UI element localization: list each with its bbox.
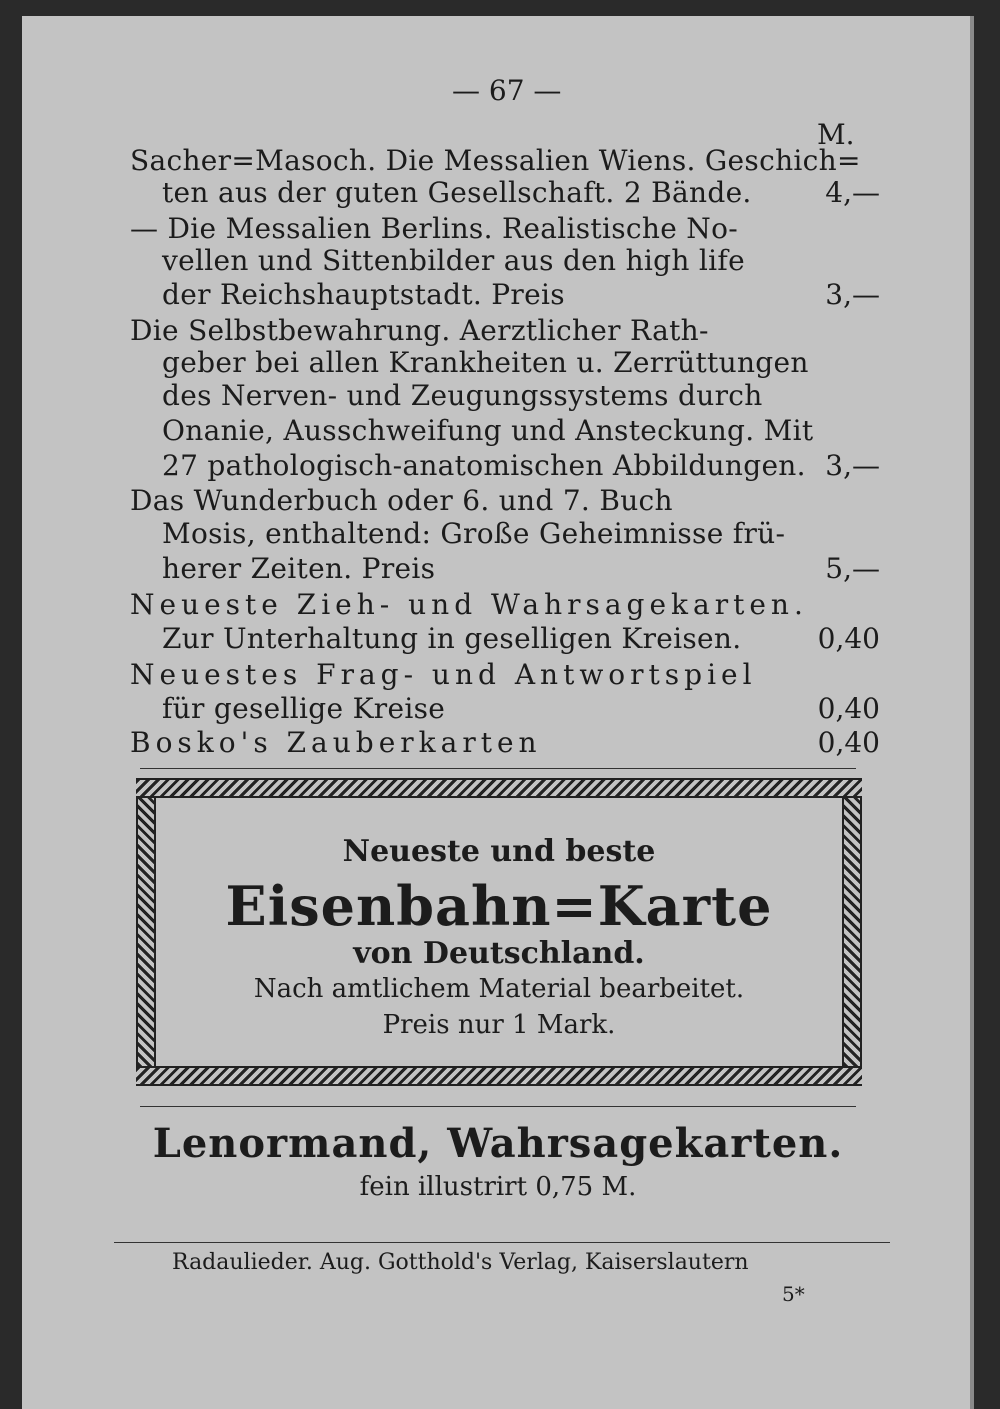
currency-header: M.	[817, 118, 855, 151]
entry-line: der Reichshauptstadt. Preis	[162, 278, 565, 311]
entry-price: 4,—	[825, 176, 880, 209]
entry-price: 0,40	[817, 726, 880, 759]
entry-line: Mosis, enthaltend: Große Geheimnisse frü-	[162, 517, 786, 550]
entry-price: 5,—	[825, 552, 880, 585]
entry-line: 27 pathologisch-anatomischen Abbildungen.	[162, 449, 806, 482]
entry-line: Bosko's Zauberkarten	[130, 726, 542, 759]
entry-price: 3,—	[825, 449, 880, 482]
signature-mark: 5*	[782, 1282, 805, 1306]
footer-rule	[114, 1242, 890, 1243]
ad-description: Nach amtlichem Material bearbeitet.	[253, 974, 745, 1004]
entry-line: geber bei allen Krankheiten u. Zerrüttungen	[162, 346, 809, 379]
ad-title: Eisenbahn=Karte	[225, 874, 773, 938]
divider-rule	[140, 768, 856, 769]
entry-line: Zur Unterhaltung in geselligen Kreisen.	[162, 622, 742, 655]
entry-line: Neuestes Frag- und Antwortspiel	[130, 658, 757, 691]
footer-imprint: Radaulieder. Aug. Gotthold's Verlag, Kaiserslautern	[172, 1250, 749, 1275]
ornamental-border-bottom	[136, 1066, 862, 1086]
entry-line: vellen und Sittenbilder aus den high life	[162, 244, 745, 277]
page-number: — 67 —	[452, 74, 562, 107]
entry-line: herer Zeiten. Preis	[162, 552, 436, 585]
lenormand-subtitle: fein illustrirt 0,75 M.	[359, 1172, 637, 1202]
lenormand-title: Lenormand, Wahrsagekarten.	[152, 1120, 844, 1167]
entry-line: des Nerven- und Zeugungssystems durch	[162, 379, 763, 412]
entry-line: Die Selbstbewahrung. Aerztlicher Rath-	[130, 314, 709, 347]
entry-line: Onanie, Ausschweifung und Ansteckung. Mit	[162, 414, 814, 447]
entry-price: 3,—	[825, 278, 880, 311]
entry-line: ten aus der guten Gesellschaft. 2 Bände.	[162, 176, 752, 209]
entry-line: — Die Messalien Berlins. Realistische No-	[130, 212, 739, 245]
entry-line: Sacher=Masoch. Die Messalien Wiens. Geschich=	[130, 144, 861, 177]
entry-line: Das Wunderbuch oder 6. und 7. Buch	[130, 484, 673, 517]
entry-line: Neueste Zieh- und Wahrsagekarten.	[130, 588, 808, 621]
ad-price: Preis nur 1 Mark.	[382, 1010, 616, 1040]
entry-price: 0,40	[817, 692, 880, 725]
entry-line: für gesellige Kreise	[162, 692, 446, 725]
entry-price: 0,40	[817, 622, 880, 655]
divider-rule	[140, 1106, 856, 1107]
advertisement-box	[136, 778, 862, 1086]
book-page	[22, 16, 974, 1409]
ad-subtitle: von Deutschland.	[353, 936, 645, 971]
ornamental-border-top	[136, 778, 862, 798]
ad-heading: Neueste und beste	[342, 834, 656, 869]
